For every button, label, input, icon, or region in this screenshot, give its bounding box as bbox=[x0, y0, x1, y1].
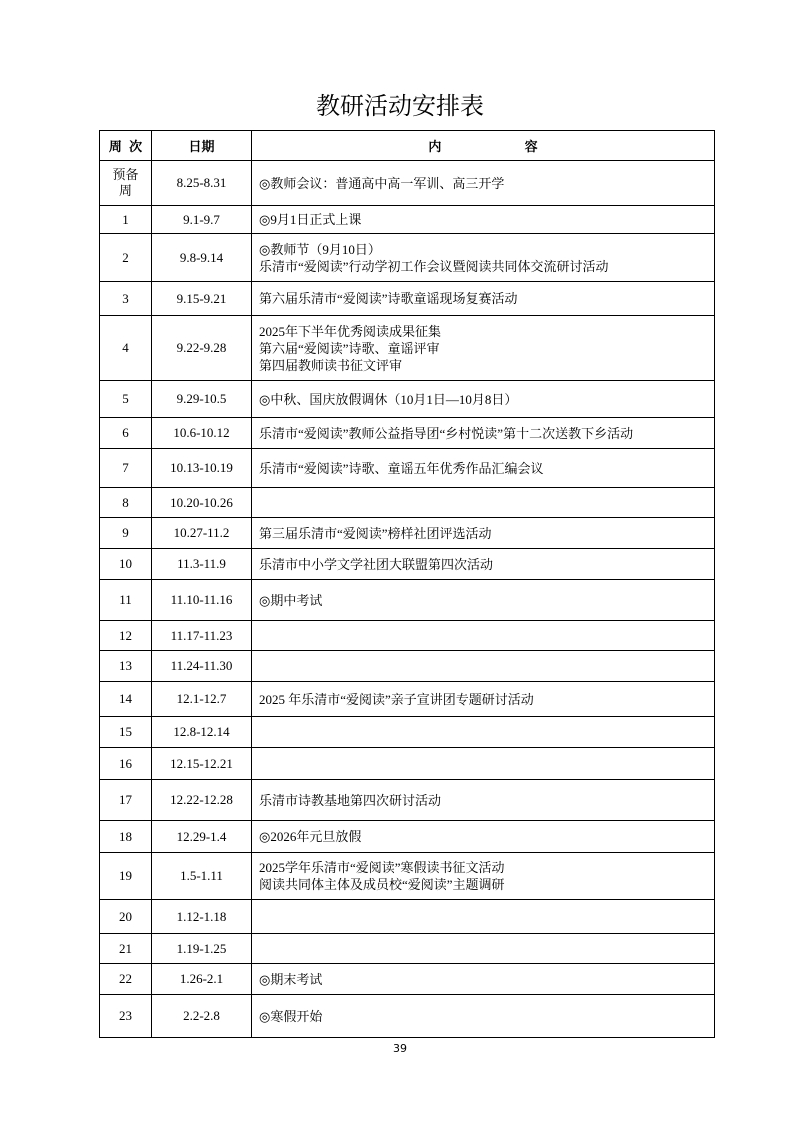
week-cell: 3 bbox=[100, 282, 152, 316]
table-row bbox=[100, 381, 715, 418]
table-row bbox=[100, 717, 715, 748]
date-cell: 1.26-2.1 bbox=[152, 964, 252, 995]
week-cell: 6 bbox=[100, 418, 152, 449]
header-date: 日期 bbox=[152, 131, 252, 161]
content-cell bbox=[252, 995, 715, 1038]
date-cell: 12.29-1.4 bbox=[152, 821, 252, 853]
content-cell bbox=[252, 206, 715, 234]
table-row bbox=[100, 549, 715, 580]
table-row bbox=[100, 234, 715, 282]
week-cell: 5 bbox=[100, 381, 152, 418]
date-cell: 11.3-11.9 bbox=[152, 549, 252, 580]
schedule-table bbox=[99, 130, 715, 1038]
content-line: 乐清市“爱阅读”教师公益指导团“乡村悦读”第十二次送教下乡活动 bbox=[259, 425, 634, 441]
week-cell: 7 bbox=[100, 449, 152, 488]
header-content: 内 容 bbox=[252, 131, 715, 161]
content-line: ◎2026年元旦放假 bbox=[259, 829, 362, 844]
table-row bbox=[100, 900, 715, 934]
date-cell: 11.17-11.23 bbox=[152, 621, 252, 651]
content-cell bbox=[252, 748, 715, 780]
content-line: ◎寒假开始 bbox=[259, 1008, 323, 1024]
content-cell bbox=[252, 964, 715, 995]
date-cell: 9.15-9.21 bbox=[152, 282, 252, 316]
content-cell bbox=[252, 161, 715, 206]
header-week: 周 次 bbox=[100, 131, 152, 161]
week-cell: 8 bbox=[100, 488, 152, 518]
content-line: 乐清市中小学文学社团大联盟第四次活动 bbox=[259, 556, 494, 572]
table-row bbox=[100, 821, 715, 853]
content-cell bbox=[252, 934, 715, 964]
content-cell bbox=[252, 651, 715, 682]
content-cell bbox=[252, 717, 715, 748]
date-cell: 12.1-12.7 bbox=[152, 682, 252, 717]
content-line: 阅读共同体主体及成员校“爱阅读”主题调研 bbox=[259, 877, 505, 892]
date-cell: 11.24-11.30 bbox=[152, 651, 252, 682]
content-cell bbox=[252, 580, 715, 621]
content-line: 第六届“爱阅读”诗歌、童谣评审 bbox=[259, 340, 440, 356]
content-cell bbox=[252, 821, 715, 853]
week-cell: 1 bbox=[100, 206, 152, 234]
date-cell: 2.2-2.8 bbox=[152, 995, 252, 1038]
table-row bbox=[100, 449, 715, 488]
content-line: ◎教师节（9月10日） bbox=[259, 241, 381, 257]
content-line: ◎期中考试 bbox=[259, 592, 323, 608]
table-row bbox=[100, 206, 715, 234]
content-cell bbox=[252, 682, 715, 717]
week-cell: 9 bbox=[100, 518, 152, 549]
table-row bbox=[100, 748, 715, 780]
table-row bbox=[100, 282, 715, 316]
week-cell: 19 bbox=[100, 853, 152, 900]
date-cell: 11.10-11.16 bbox=[152, 580, 252, 621]
date-cell: 10.20-10.26 bbox=[152, 488, 252, 518]
content-line: 第三届乐清市“爱阅读”榜样社团评选活动 bbox=[259, 525, 492, 541]
content-line: 乐清市“爱阅读”行动学初工作会议暨阅读共同体交流研讨活动 bbox=[259, 258, 609, 274]
table-row bbox=[100, 682, 715, 717]
date-cell: 9.29-10.5 bbox=[152, 381, 252, 418]
date-cell: 12.8-12.14 bbox=[152, 717, 252, 748]
date-cell: 12.15-12.21 bbox=[152, 748, 252, 780]
table-row bbox=[100, 488, 715, 518]
table-row bbox=[100, 518, 715, 549]
table-row bbox=[100, 651, 715, 682]
week-cell: 18 bbox=[100, 821, 152, 853]
content-cell bbox=[252, 449, 715, 488]
week-cell: 22 bbox=[100, 964, 152, 995]
content-line: ◎教师会议：普通高中高一军训、高三开学 bbox=[259, 175, 505, 191]
week-cell: 11 bbox=[100, 580, 152, 621]
content-cell bbox=[252, 316, 715, 381]
date-cell: 12.22-12.28 bbox=[152, 780, 252, 821]
table-row bbox=[100, 316, 715, 381]
content-line: ◎期末考试 bbox=[259, 971, 323, 987]
content-line: ◎9月1日正式上课 bbox=[259, 212, 362, 227]
content-line: 乐清市诗教基地第四次研讨活动 bbox=[259, 792, 442, 808]
content-line: 第四届教师读书征文评审 bbox=[259, 357, 403, 373]
table-row bbox=[100, 853, 715, 900]
header-row bbox=[100, 131, 715, 161]
table-header bbox=[100, 131, 715, 161]
content-cell bbox=[252, 621, 715, 651]
table-row bbox=[100, 580, 715, 621]
week-cell: 17 bbox=[100, 780, 152, 821]
table-row bbox=[100, 161, 715, 206]
date-cell: 1.19-1.25 bbox=[152, 934, 252, 964]
week-cell: 15 bbox=[100, 717, 152, 748]
content-cell bbox=[252, 549, 715, 580]
week-cell: 12 bbox=[100, 621, 152, 651]
week-cell: 14 bbox=[100, 682, 152, 717]
content-cell bbox=[252, 282, 715, 316]
content-cell bbox=[252, 780, 715, 821]
content-cell bbox=[252, 853, 715, 900]
table-body bbox=[100, 161, 715, 1038]
content-line: 乐清市“爱阅读”诗歌、童谣五年优秀作品汇编会议 bbox=[259, 460, 544, 476]
table-row bbox=[100, 964, 715, 995]
table-row bbox=[100, 621, 715, 651]
table-row bbox=[100, 934, 715, 964]
content-line: 2025 年乐清市“爱阅读”亲子宣讲团专题研讨活动 bbox=[259, 691, 534, 707]
table-row bbox=[100, 780, 715, 821]
week-cell: 预备周 bbox=[100, 161, 152, 206]
content-cell bbox=[252, 381, 715, 418]
content-cell bbox=[252, 234, 715, 282]
content-line: 2025学年乐清市“爱阅读”寒假读书征文活动 bbox=[259, 860, 505, 875]
date-cell: 9.1-9.7 bbox=[152, 206, 252, 234]
content-cell bbox=[252, 418, 715, 449]
week-cell: 10 bbox=[100, 549, 152, 580]
content-cell bbox=[252, 488, 715, 518]
date-cell: 9.8-9.14 bbox=[152, 234, 252, 282]
date-cell: 10.6-10.12 bbox=[152, 418, 252, 449]
date-cell: 8.25-8.31 bbox=[152, 161, 252, 206]
week-cell: 21 bbox=[100, 934, 152, 964]
date-cell: 1.5-1.11 bbox=[152, 853, 252, 900]
content-line: ◎中秋、国庆放假调休（10月1日—10月8日） bbox=[259, 391, 518, 407]
page-title: 教研活动安排表 bbox=[316, 94, 484, 120]
content-line: 2025年下半年优秀阅读成果征集 bbox=[259, 323, 442, 339]
content-cell bbox=[252, 518, 715, 549]
table-row bbox=[100, 418, 715, 449]
content-cell bbox=[252, 900, 715, 934]
week-cell: 2 bbox=[100, 234, 152, 282]
week-cell: 13 bbox=[100, 651, 152, 682]
date-cell: 10.13-10.19 bbox=[152, 449, 252, 488]
date-cell: 10.27-11.2 bbox=[152, 518, 252, 549]
week-cell: 16 bbox=[100, 748, 152, 780]
week-cell: 20 bbox=[100, 900, 152, 934]
content-line: 第六届乐清市“爱阅读”诗歌童谣现场复赛活动 bbox=[259, 291, 518, 306]
date-cell: 1.12-1.18 bbox=[152, 900, 252, 934]
date-cell: 9.22-9.28 bbox=[152, 316, 252, 381]
week-cell: 23 bbox=[100, 995, 152, 1038]
page-number: 39 bbox=[393, 1042, 407, 1055]
week-cell: 4 bbox=[100, 316, 152, 381]
table-row bbox=[100, 995, 715, 1038]
